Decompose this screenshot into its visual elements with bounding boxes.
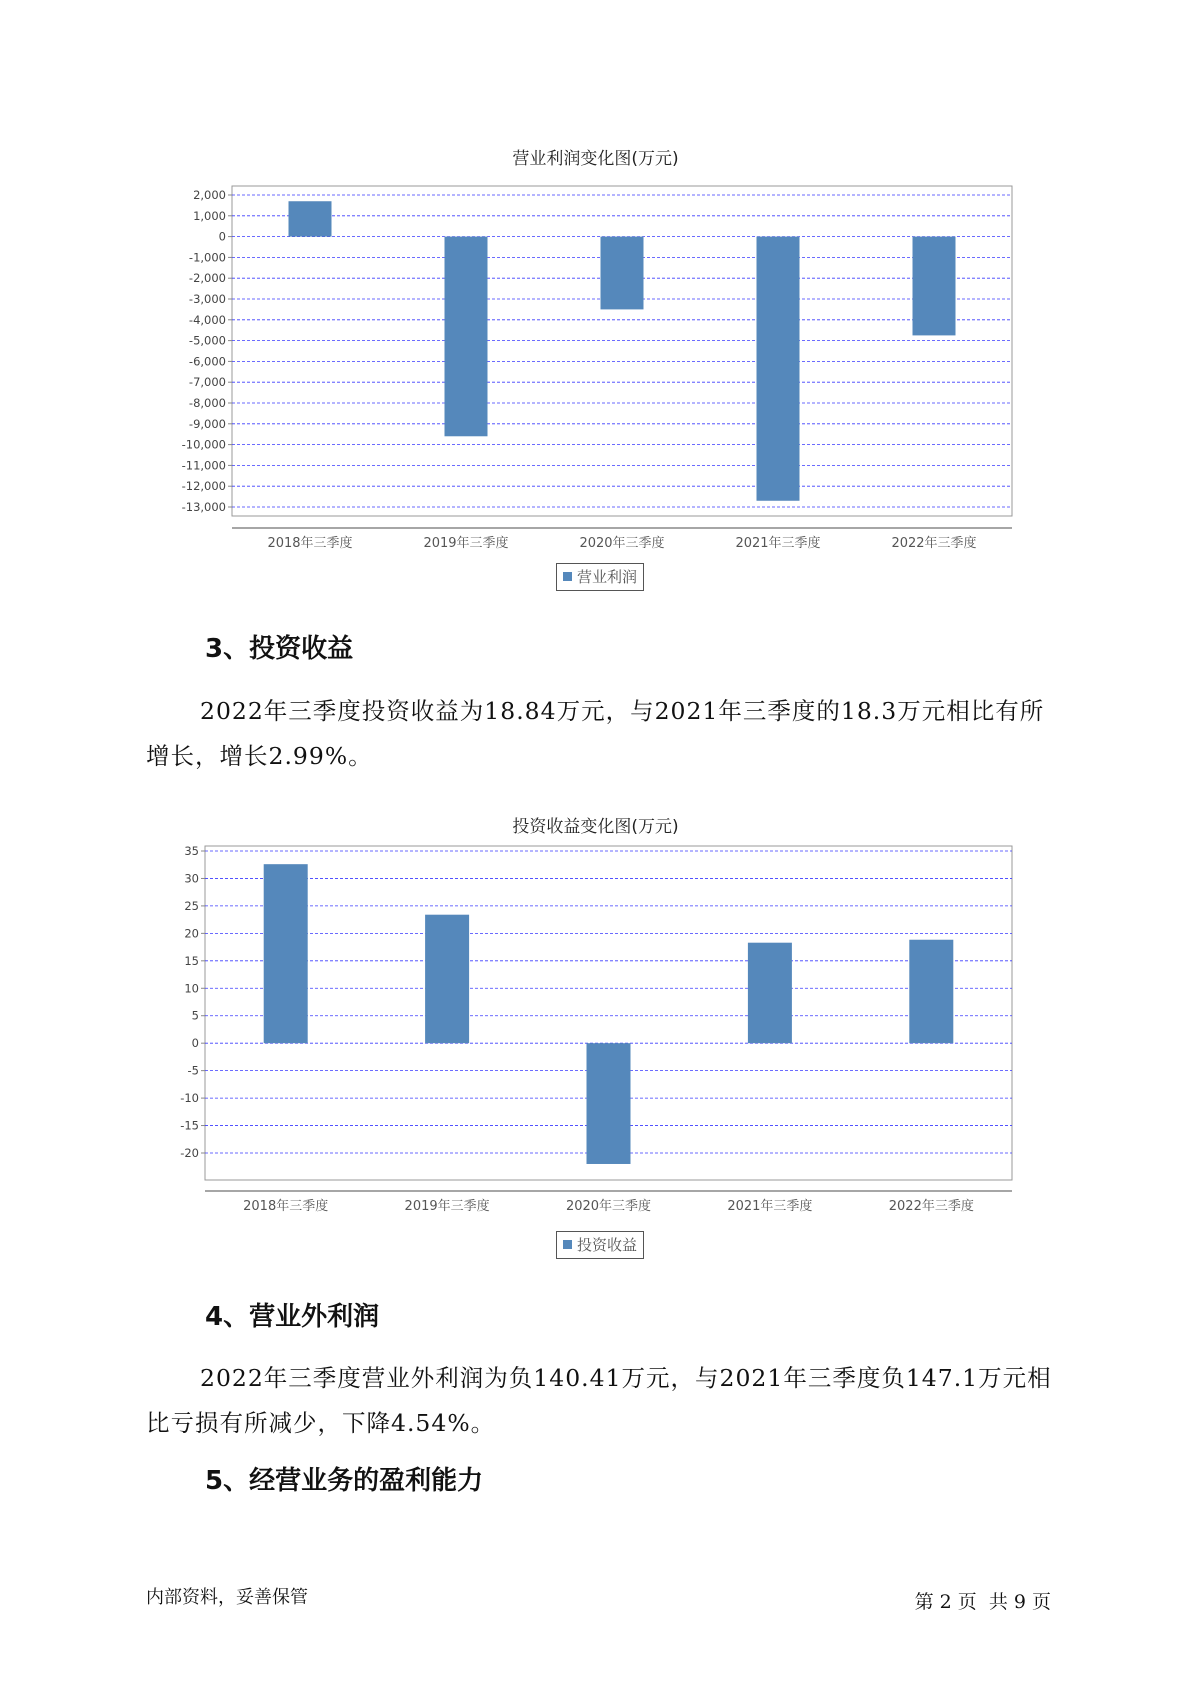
section-heading: 3、投资收益 [205,634,354,664]
y-tick-label: -7,000 [188,375,226,390]
y-tick-label: 20 [184,926,199,941]
section-paragraph: 2022年三季度营业外利润为负140.41万元，与2021年三季度负147.1万元相比亏损有所减少，下降4.54%。 [146,1364,1052,1437]
plot-area [232,186,1012,516]
y-tick-label: -11,000 [181,458,226,473]
x-tick-label: 2021年三季度 [735,536,821,551]
y-tick-label: 25 [184,898,199,913]
bar [587,1043,631,1164]
x-tick-label: 2018年三季度 [267,536,353,551]
x-tick-label: 2019年三季度 [404,1199,490,1214]
bar [913,237,956,336]
y-tick-label: -3,000 [188,292,226,306]
chart-title: 营业利润变化图(万元) [512,149,679,169]
y-tick-label: -20 [180,1146,199,1160]
y-tick-label: 1,000 [193,208,226,223]
bar [601,237,644,310]
chart-legend [556,563,644,591]
x-tick-label: 2022年三季度 [891,536,977,551]
y-tick-label: -1,000 [188,250,226,265]
y-tick-label: -6,000 [188,354,226,369]
y-tick-label: 0 [218,229,226,244]
y-tick-label: -4,000 [188,312,226,327]
bar [909,940,953,1043]
section-heading: 5、经营业务的盈利能力 [205,1466,484,1496]
x-tick-label: 2019年三季度 [423,536,509,551]
y-tick-label: 15 [184,953,199,968]
x-tick-label: 2022年三季度 [888,1199,974,1214]
y-tick-label: -10,000 [181,437,226,452]
x-tick-label: 2018年三季度 [243,1199,329,1214]
operating-profit-chart [0,170,1191,590]
y-tick-label: -5 [187,1063,199,1078]
y-tick-label: 10 [184,981,199,996]
y-tick-label: -8,000 [188,396,226,410]
page-number: 第 2 页 共 9 页 [914,1591,1051,1613]
bar [425,915,469,1043]
section-paragraph: 2022年三季度投资收益为18.84万元，与2021年三季度的18.3万元相比有所增长，增长2.99%。 [146,697,1045,770]
footer-confidential-note: 内部资料，妥善保管 [146,1587,308,1608]
investment-income-chart [0,840,1191,1240]
y-tick-label: 5 [191,1008,199,1023]
bar [289,201,332,236]
y-tick-label: -12,000 [181,479,226,494]
y-tick-label: -13,000 [181,500,226,514]
legend-label: 营业利润 [577,568,638,586]
y-tick-label: -9,000 [188,416,226,431]
x-tick-label: 2021年三季度 [727,1199,813,1214]
y-tick-label: 0 [191,1036,199,1051]
x-tick-label: 2020年三季度 [565,1199,652,1214]
y-tick-label: -15 [180,1118,199,1133]
bar [445,237,488,437]
bar [748,943,792,1043]
bar [264,864,308,1043]
y-tick-label: 2,000 [193,188,226,202]
y-tick-label: -2,000 [188,271,226,286]
chart-legend [556,1231,644,1259]
legend-swatch [563,1240,572,1249]
chart-title: 投资收益变化图(万元) [512,817,679,837]
y-tick-label: -5,000 [188,333,226,348]
y-tick-label: -10 [180,1091,199,1106]
legend-label: 投资收益 [577,1236,638,1254]
y-tick-label: 30 [184,871,199,886]
y-tick-label: 35 [184,844,199,858]
bar [757,237,800,501]
x-tick-label: 2020年三季度 [579,536,665,551]
legend-swatch [563,572,572,581]
section-heading: 4、营业外利润 [205,1302,380,1332]
